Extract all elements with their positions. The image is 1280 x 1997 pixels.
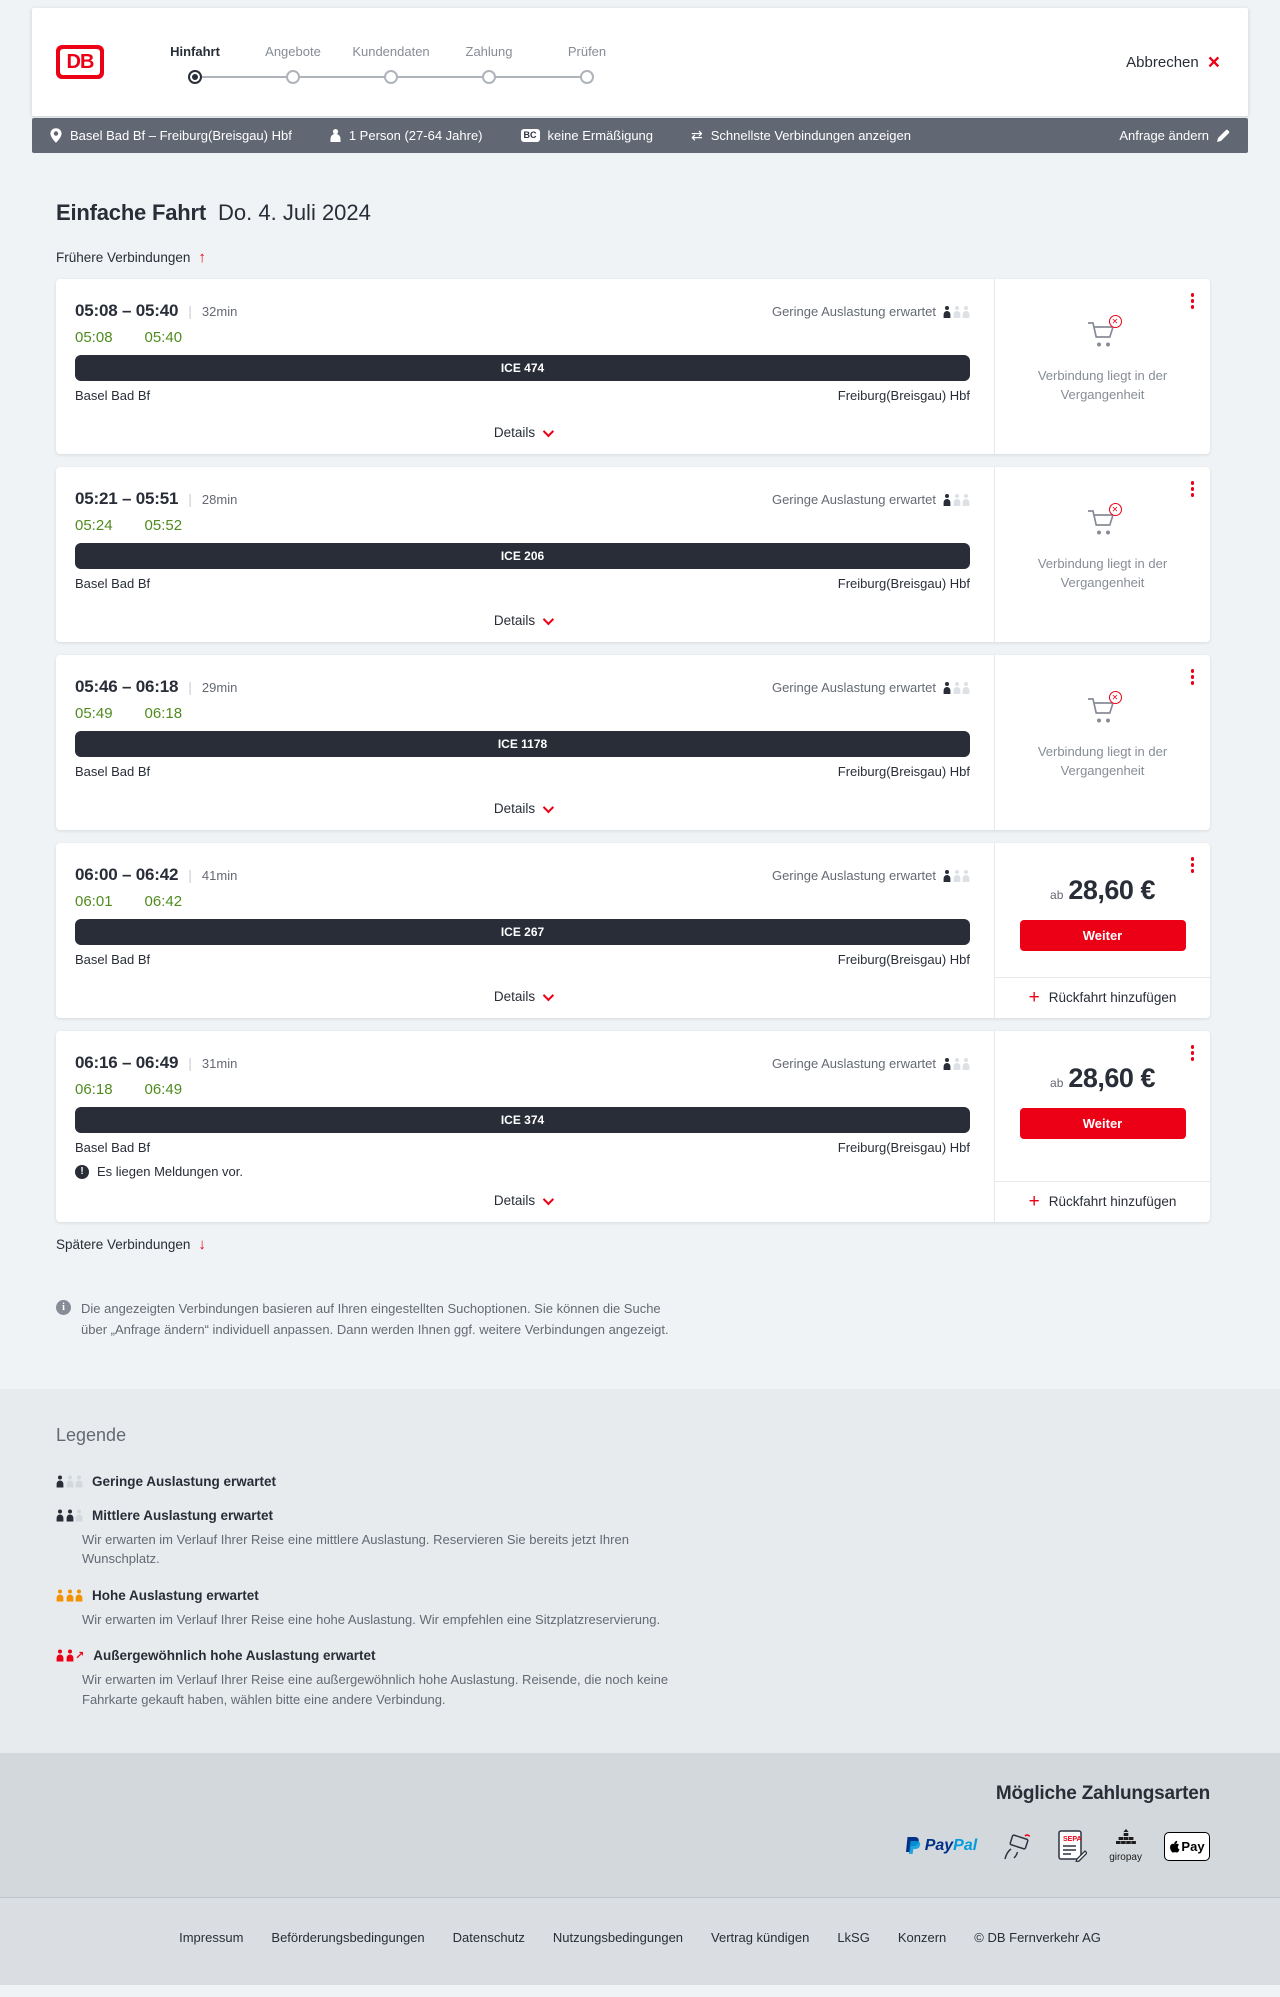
departure-actual: 05:08	[75, 329, 113, 346]
travel-date: Do. 4. Juli 2024	[218, 200, 371, 225]
continue-button[interactable]: Weiter	[1020, 920, 1186, 951]
train-segment-bar[interactable]: ICE 267	[75, 919, 970, 945]
occupancy-medium-icon	[56, 1509, 83, 1522]
footer-link-befoerderungsbedingungen[interactable]: Beförderungsbedingungen	[271, 1930, 425, 1946]
bahncard-badge: BC	[521, 129, 540, 142]
occupancy-indicator: Geringe Auslastung erwartet	[772, 492, 970, 507]
legend-section	[0, 1389, 1280, 1754]
departure-actual: 06:01	[75, 893, 113, 910]
duration: 32min	[201, 304, 238, 319]
plus-icon: +	[1028, 986, 1040, 1008]
footer	[0, 1897, 1280, 1985]
connection-card: 05:08 – 05:40 | 32min Geringe Auslastung erwartet 05:08 05:40 ICE 474 Basel Bad Bf Freiburg(Breisgau) Hbf Details ✕ Verbindung liegt in der Vergangenheit	[56, 279, 1210, 454]
time-range: 05:08 – 05:40	[75, 301, 179, 320]
occupancy-low-icon	[943, 494, 970, 506]
connection-side-panel	[994, 655, 1210, 830]
search-options-note: i Die angezeigten Verbindungen basieren auf Ihren eingestellten Suchoptionen. Sie können die Suche über „Anfrage ändern“ individuell anpassen. Dann werden Ihnen ggf. weitere Verbindungen angezeigt.	[56, 1299, 1210, 1341]
location-pin-icon	[50, 128, 62, 143]
copyright: © DB Fernverkehr AG	[974, 1930, 1101, 1946]
footer-link-lksg[interactable]: LkSG	[837, 1930, 870, 1946]
occupancy-high-icon	[56, 1589, 83, 1602]
step-hinfahrt[interactable]: Hinfahrt	[146, 44, 244, 85]
alert-icon: !	[75, 1165, 89, 1179]
legend-title: Legende	[56, 1424, 127, 1445]
chevron-down-icon	[543, 613, 554, 624]
discount-summary: BC keine Ermäßigung	[521, 128, 654, 143]
realtime-times	[75, 893, 970, 910]
cancel-button[interactable]: Abbrechen ×	[1126, 50, 1220, 74]
destination-station: Freiburg(Breisgau) Hbf	[837, 764, 970, 779]
occupancy-indicator: Geringe Auslastung erwartet	[772, 680, 970, 695]
kebab-menu-icon[interactable]	[1189, 291, 1197, 311]
origin-station: Basel Bad Bf	[75, 388, 151, 403]
messages-row: ! Es liegen Meldungen vor.	[75, 1164, 970, 1179]
step-angebote[interactable]: Angebote	[244, 44, 342, 85]
passenger-summary: 1 Person (27-64 Jahre)	[330, 128, 483, 143]
cart-unavailable-icon	[1086, 319, 1120, 351]
swap-arrows-icon: ⇄	[691, 127, 703, 143]
details-toggle[interactable]: Details	[494, 975, 551, 1004]
duration: 31min	[201, 1056, 238, 1071]
connection-card: 05:21 – 05:51 | 28min Geringe Auslastung erwartet 05:24 05:52 ICE 206 Basel Bad Bf Freiburg(Breisgau) Hbf Details ✕ Verbindung liegt in der Vergangenheit	[56, 467, 1210, 642]
past-connection-note: Verbindung liegt in der Vergangenheit	[1037, 368, 1168, 402]
duration: 41min	[201, 868, 238, 883]
destination-station: Freiburg(Breisgau) Hbf	[837, 952, 970, 967]
occupancy-low-icon	[943, 870, 970, 882]
svg-text:SEPA: SEPA	[1063, 1836, 1082, 1844]
paypal-logo: PayPal	[905, 1837, 977, 1856]
occupancy-low-icon	[943, 306, 970, 318]
legend-item-high: Hohe Auslastung erwartet Wir erwarten im Verlauf Ihrer Reise eine hohe Auslastung. Wir empfehlen eine Sitzplatzreservierung.	[56, 1588, 1210, 1630]
chevron-down-icon	[543, 1193, 554, 1204]
details-toggle[interactable]: Details	[494, 599, 551, 628]
departure-actual: 05:49	[75, 705, 113, 722]
footer-link-konzern[interactable]: Konzern	[897, 1930, 947, 1946]
arrival-actual: 06:18	[144, 705, 183, 722]
applepay-badge: Pay	[1164, 1832, 1210, 1861]
info-icon: i	[56, 1300, 71, 1315]
chevron-down-icon	[543, 989, 554, 1000]
step-pruefen[interactable]: Prüfen	[538, 44, 636, 85]
footer-link-impressum[interactable]: Impressum	[179, 1930, 244, 1946]
results-main	[56, 153, 1210, 1341]
kebab-menu-icon[interactable]	[1189, 479, 1197, 499]
connection-side-panel	[994, 843, 1210, 1018]
connection-side-panel	[994, 279, 1210, 454]
arrival-actual: 05:52	[144, 517, 183, 534]
arrival-actual: 06:42	[144, 893, 183, 910]
realtime-times	[75, 1081, 970, 1098]
train-segment-bar[interactable]: ICE 474	[75, 355, 970, 381]
person-icon	[330, 129, 341, 142]
apple-icon	[1169, 1840, 1180, 1853]
footer-link-nutzungsbedingungen[interactable]: Nutzungsbedingungen	[552, 1930, 684, 1946]
footer-link-datenschutz[interactable]: Datenschutz	[452, 1930, 525, 1946]
past-connection-note: Verbindung liegt in der Vergangenheit	[1037, 744, 1168, 778]
train-segment-bar[interactable]: ICE 374	[75, 1107, 970, 1133]
progress-stepper	[146, 40, 636, 85]
kebab-menu-icon[interactable]	[1189, 1043, 1197, 1063]
origin-station: Basel Bad Bf	[75, 764, 151, 779]
arrival-actual: 05:40	[144, 329, 183, 346]
earlier-connections-link[interactable]: Frühere Verbindungen ↑	[56, 249, 206, 266]
arrival-actual: 06:49	[144, 1081, 183, 1098]
time-range: 05:46 – 06:18	[75, 677, 179, 696]
arrow-up-icon: ↑	[198, 249, 206, 266]
add-return-button[interactable]: + Rückfahrt hinzufügen	[995, 1181, 1210, 1222]
header	[32, 8, 1248, 116]
departure-actual: 06:18	[75, 1081, 113, 1098]
close-icon: ×	[1207, 50, 1220, 74]
connection-card: 05:46 – 06:18 | 29min Geringe Auslastung erwartet 05:49 06:18 ICE 1178 Basel Bad Bf Freiburg(Breisgau) Hbf Details ✕ Verbindung liegt in der Vergangenheit	[56, 655, 1210, 830]
route-summary: Basel Bad Bf – Freiburg(Breisgau) Hbf	[50, 128, 292, 143]
details-toggle[interactable]: Details	[494, 1179, 551, 1208]
plus-icon: +	[1028, 1190, 1040, 1212]
step-circle	[384, 70, 398, 84]
train-segment-bar[interactable]: ICE 1178	[75, 731, 970, 757]
train-segment-bar[interactable]: ICE 206	[75, 543, 970, 569]
occupancy-low-icon	[56, 1475, 83, 1488]
origin-station: Basel Bad Bf	[75, 952, 151, 967]
cross-badge-icon: ✕	[1109, 691, 1122, 704]
giropay-logo: giropay	[1109, 1829, 1142, 1863]
occupancy-low-icon	[943, 682, 970, 694]
realtime-times	[75, 329, 970, 346]
destination-station: Freiburg(Breisgau) Hbf	[837, 388, 970, 403]
cart-unavailable-icon	[1086, 695, 1120, 727]
past-connection-note: Verbindung liegt in der Vergangenheit	[1037, 556, 1168, 590]
occupancy-indicator: Geringe Auslastung erwartet	[772, 868, 970, 883]
details-toggle[interactable]: Details	[494, 411, 551, 440]
realtime-times	[75, 517, 970, 534]
realtime-times	[75, 705, 970, 722]
db-logo-text: DB	[60, 49, 100, 75]
occupancy-very-high-icon: ↗	[56, 1649, 84, 1662]
time-range: 06:00 – 06:42	[75, 865, 179, 884]
duration: 28min	[201, 492, 238, 507]
cart-unavailable-icon	[1086, 507, 1120, 539]
paypal-mark-icon	[905, 1837, 921, 1856]
departure-actual: 05:24	[75, 517, 113, 534]
page-title: Einfache Fahrt Do. 4. Juli 2024	[56, 200, 371, 225]
connection-card: 06:16 – 06:49 | 31min Geringe Auslastung erwartet 06:18 06:49 ICE 374 Basel Bad Bf Freiburg(Breisgau) Hbf ! Es liegen Meldungen vor. Details ab 28,60 € Weiter + Rückfahrt hinzufügen	[56, 1031, 1210, 1222]
connection-side-panel	[994, 467, 1210, 642]
legend-item-low: Geringe Auslastung erwartet	[56, 1474, 1210, 1489]
cross-badge-icon: ✕	[1109, 503, 1122, 516]
step-circle	[286, 70, 300, 84]
origin-station: Basel Bad Bf	[75, 1140, 151, 1155]
pencil-icon	[1217, 129, 1230, 142]
kebab-menu-icon[interactable]	[1189, 667, 1197, 687]
step-circle	[580, 70, 594, 84]
step-zahlung[interactable]: Zahlung	[440, 44, 538, 85]
occupancy-indicator: Geringe Auslastung erwartet	[772, 1056, 970, 1071]
add-return-button[interactable]: + Rückfahrt hinzufügen	[995, 977, 1210, 1018]
connection-card: 06:00 – 06:42 | 41min Geringe Auslastung erwartet 06:01 06:42 ICE 267 Basel Bad Bf Freiburg(Breisgau) Hbf Details ab 28,60 € Weiter + Rückfahrt hinzufügen	[56, 843, 1210, 1018]
step-circle	[482, 70, 496, 84]
step-circle-active	[188, 70, 202, 84]
price: ab 28,60 €	[1050, 1063, 1155, 1093]
time-range: 06:16 – 06:49	[75, 1053, 179, 1072]
kebab-menu-icon[interactable]	[1189, 855, 1197, 875]
chevron-down-icon	[543, 801, 554, 812]
edit-request-button[interactable]: Anfrage ändern	[1119, 128, 1230, 143]
origin-station: Basel Bad Bf	[75, 576, 151, 591]
destination-station: Freiburg(Breisgau) Hbf	[837, 576, 970, 591]
footer-link-vertrag-kuendigen[interactable]: Vertrag kündigen	[711, 1930, 810, 1946]
cross-badge-icon: ✕	[1109, 315, 1122, 328]
sort-summary: ⇄ Schnellste Verbindungen anzeigen	[691, 127, 911, 143]
payments-section	[0, 1753, 1280, 1897]
occupancy-low-icon	[943, 1058, 970, 1070]
search-summary-bar	[32, 118, 1248, 153]
details-toggle[interactable]: Details	[494, 787, 551, 816]
payments-title: Mögliche Zahlungsarten	[995, 1783, 1210, 1805]
occupancy-indicator: Geringe Auslastung erwartet	[772, 304, 970, 319]
legend-item-very-high: ↗ Außergewöhnlich hohe Auslastung erwartet Wir erwarten im Verlauf Ihrer Reise eine außergewöhnlich hohe Auslastung. Reisende, die noch keine Fahrkarte gekauft haben, wählen bitte eine andere Verbindung.	[56, 1648, 1210, 1709]
creditcard-icon	[999, 1829, 1035, 1863]
price: ab 28,60 €	[1050, 875, 1155, 905]
time-range: 05:21 – 05:51	[75, 489, 179, 508]
arrow-down-icon: ↓	[198, 1236, 206, 1253]
legend-item-medium: Mittlere Auslastung erwartet Wir erwarten im Verlauf Ihrer Reise eine mittlere Auslastung. Reservieren Sie bereits jetzt Ihren Wunschplatz.	[56, 1508, 1210, 1569]
sepa-icon	[1057, 1830, 1087, 1862]
connection-side-panel	[994, 1031, 1210, 1222]
chevron-down-icon	[543, 425, 554, 436]
continue-button[interactable]: Weiter	[1020, 1108, 1186, 1139]
later-connections-link[interactable]: Spätere Verbindungen ↓	[56, 1236, 206, 1253]
duration: 29min	[201, 680, 238, 695]
destination-station: Freiburg(Breisgau) Hbf	[837, 1140, 970, 1155]
step-kundendaten[interactable]: Kundendaten	[342, 44, 440, 85]
db-logo[interactable]	[56, 45, 104, 79]
